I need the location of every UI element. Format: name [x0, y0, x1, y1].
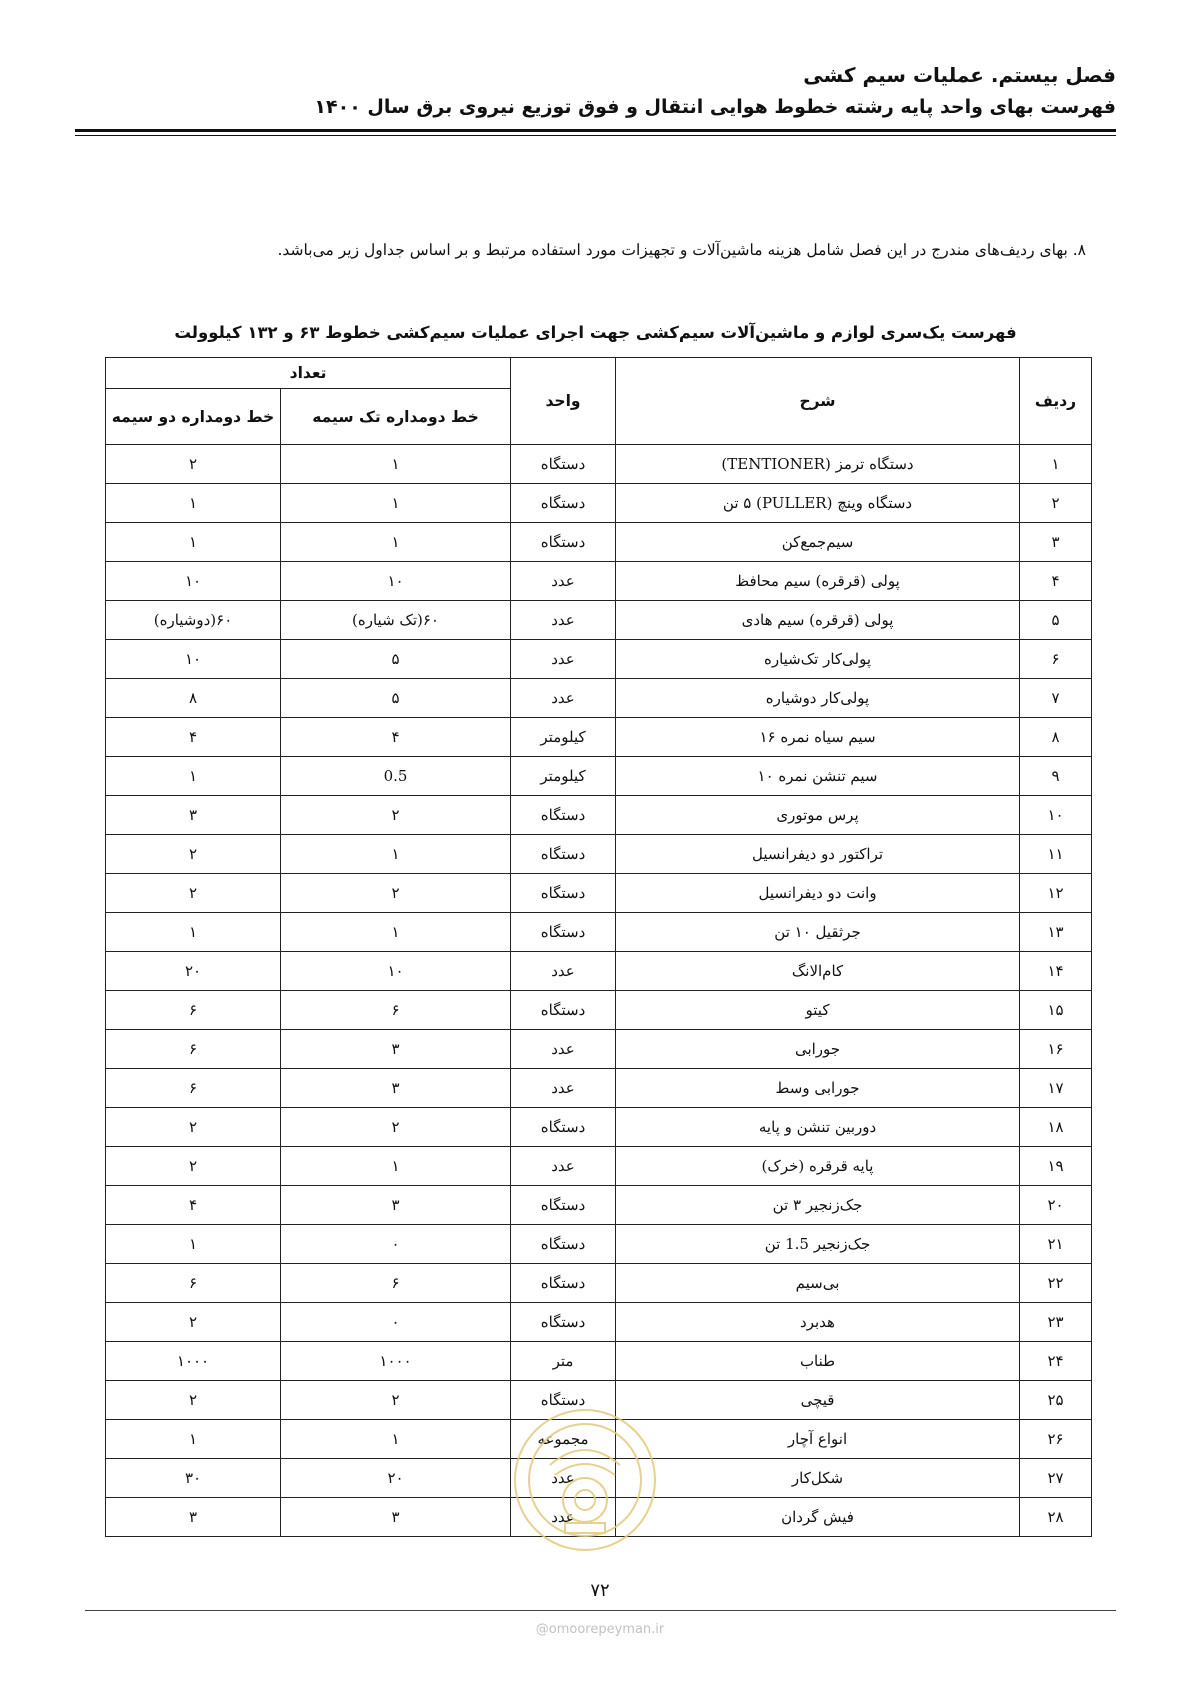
- cell-row-number: ۲۸: [1020, 1498, 1092, 1537]
- cell-description: پرس موتوری: [616, 796, 1020, 835]
- cell-row-number: ۱۲: [1020, 874, 1092, 913]
- cell-description: دستگاه وینچ (PULLER) ۵ تن: [616, 484, 1020, 523]
- cell-description: کام‌الانگ: [616, 952, 1020, 991]
- table-row: [106, 1498, 1092, 1537]
- cell-row-number: ۲۰: [1020, 1186, 1092, 1225]
- cell-double-conductor: ۲: [106, 445, 281, 484]
- cell-description: سیم تنشن نمره ۱۰: [616, 757, 1020, 796]
- cell-double-conductor: ۳۰: [106, 1459, 281, 1498]
- cell-double-conductor: ۲: [106, 1147, 281, 1186]
- cell-description: پایه قرقره (خرک): [616, 1147, 1020, 1186]
- chapter-title: فصل بیستم. عملیات سیم کشی: [803, 63, 1116, 87]
- cell-description: سیم‌جمع‌کن: [616, 523, 1020, 562]
- cell-single-conductor: ۳: [281, 1069, 511, 1108]
- cell-unit: عدد: [511, 1498, 616, 1537]
- table-row: [106, 562, 1092, 601]
- cell-unit: دستگاه: [511, 1186, 616, 1225]
- cell-single-conductor: ۲: [281, 1108, 511, 1147]
- cell-description: تراکتور دو دیفرانسیل: [616, 835, 1020, 874]
- cell-single-conductor: ۵: [281, 640, 511, 679]
- note-paragraph: ۸. بهای ردیف‌های مندرج در این فصل شامل هزینه ماشین‌آلات و تجهیزات مورد استفاده مرتبط و بر اساس جداول زیر می‌باشد.: [277, 241, 1086, 259]
- cell-description: جرثقیل ۱۰ تن: [616, 913, 1020, 952]
- table-row: [106, 835, 1092, 874]
- cell-row-number: ۱۸: [1020, 1108, 1092, 1147]
- table-row: [106, 1303, 1092, 1342]
- cell-single-conductor: ۱: [281, 913, 511, 952]
- cell-single-conductor: ۰: [281, 1303, 511, 1342]
- cell-double-conductor: ۶: [106, 1264, 281, 1303]
- cell-unit: دستگاه: [511, 991, 616, 1030]
- table-row: [106, 952, 1092, 991]
- cell-row-number: ۱۱: [1020, 835, 1092, 874]
- header-description: شرح: [616, 358, 1020, 445]
- cell-single-conductor: ۱۰: [281, 562, 511, 601]
- cell-double-conductor: ۶: [106, 991, 281, 1030]
- cell-double-conductor: ۱: [106, 757, 281, 796]
- cell-double-conductor: ۱: [106, 523, 281, 562]
- cell-unit: متر: [511, 1342, 616, 1381]
- cell-description: پولی‌کار دوشیاره: [616, 679, 1020, 718]
- cell-unit: دستگاه: [511, 1225, 616, 1264]
- footer-rule: [85, 1610, 1116, 1611]
- cell-unit: عدد: [511, 601, 616, 640]
- cell-unit: عدد: [511, 1459, 616, 1498]
- cell-unit: کیلومتر: [511, 718, 616, 757]
- cell-row-number: ۹: [1020, 757, 1092, 796]
- cell-double-conductor: ۴: [106, 718, 281, 757]
- cell-description: هدبرد: [616, 1303, 1020, 1342]
- cell-double-conductor: ۲: [106, 1381, 281, 1420]
- cell-row-number: ۲۷: [1020, 1459, 1092, 1498]
- table-row: [106, 1264, 1092, 1303]
- cell-row-number: ۷: [1020, 679, 1092, 718]
- header-count: تعداد: [106, 358, 511, 389]
- cell-unit: دستگاه: [511, 484, 616, 523]
- cell-single-conductor: ۱۰: [281, 952, 511, 991]
- header-rule-thick: [75, 129, 1116, 132]
- table-row: [106, 874, 1092, 913]
- cell-row-number: ۲۲: [1020, 1264, 1092, 1303]
- cell-description: جورابی وسط: [616, 1069, 1020, 1108]
- cell-single-conductor: ۲: [281, 874, 511, 913]
- cell-single-conductor: ۴: [281, 718, 511, 757]
- cell-description: بی‌سیم: [616, 1264, 1020, 1303]
- cell-row-number: ۵: [1020, 601, 1092, 640]
- table-row: [106, 1186, 1092, 1225]
- cell-single-conductor: ۳: [281, 1030, 511, 1069]
- cell-row-number: ۶: [1020, 640, 1092, 679]
- cell-row-number: ۱: [1020, 445, 1092, 484]
- cell-unit: عدد: [511, 1069, 616, 1108]
- table-row: [106, 445, 1092, 484]
- cell-double-conductor: ۲۰: [106, 952, 281, 991]
- cell-unit: کیلومتر: [511, 757, 616, 796]
- table-title: فهرست یک‌سری لوازم و ماشین‌آلات سیم‌کشی جهت اجرای عملیات سیم‌کشی خطوط ۶۳ و ۱۳۲ کیلوولت: [174, 323, 1017, 342]
- cell-double-conductor: ۲: [106, 1108, 281, 1147]
- cell-single-conductor: ۱: [281, 835, 511, 874]
- cell-row-number: ۱۴: [1020, 952, 1092, 991]
- cell-row-number: ۴: [1020, 562, 1092, 601]
- cell-double-conductor: ۱: [106, 913, 281, 952]
- table-row: [106, 718, 1092, 757]
- cell-unit: دستگاه: [511, 874, 616, 913]
- table-row: [106, 757, 1092, 796]
- cell-single-conductor: ۶: [281, 1264, 511, 1303]
- cell-unit: دستگاه: [511, 523, 616, 562]
- cell-single-conductor: ۲: [281, 796, 511, 835]
- cell-single-conductor: ۵: [281, 679, 511, 718]
- cell-double-conductor: ۶: [106, 1069, 281, 1108]
- cell-description: کیتو: [616, 991, 1020, 1030]
- cell-single-conductor: ۱: [281, 484, 511, 523]
- table-row: [106, 1420, 1092, 1459]
- cell-double-conductor: ۱: [106, 484, 281, 523]
- cell-unit: عدد: [511, 1147, 616, 1186]
- cell-row-number: ۱۵: [1020, 991, 1092, 1030]
- cell-row-number: ۱۳: [1020, 913, 1092, 952]
- cell-unit: دستگاه: [511, 1303, 616, 1342]
- document-title: فهرست بهای واحد پایه رشته خطوط هوایی انتقال و فوق توزیع نیروی برق سال ۱۴۰۰: [314, 96, 1116, 118]
- cell-unit: عدد: [511, 952, 616, 991]
- cell-description: سیم سیاه نمره ۱۶: [616, 718, 1020, 757]
- table-body: [106, 445, 1092, 1537]
- cell-unit: عدد: [511, 1030, 616, 1069]
- cell-double-conductor: ۴: [106, 1186, 281, 1225]
- header-row-number: ردیف: [1020, 358, 1092, 445]
- cell-description: جک‌زنجیر ۳ تن: [616, 1186, 1020, 1225]
- cell-single-conductor: ۱: [281, 1420, 511, 1459]
- cell-description: دستگاه ترمز (TENTIONER): [616, 445, 1020, 484]
- cell-single-conductor: ۱: [281, 523, 511, 562]
- cell-row-number: ۲۴: [1020, 1342, 1092, 1381]
- header-unit: واحد: [511, 358, 616, 445]
- cell-description: پولی (قرقره) سیم محافظ: [616, 562, 1020, 601]
- cell-description: انواع آچار: [616, 1420, 1020, 1459]
- cell-row-number: ۲: [1020, 484, 1092, 523]
- cell-row-number: ۲۱: [1020, 1225, 1092, 1264]
- cell-row-number: ۸: [1020, 718, 1092, 757]
- cell-description: شکل‌کار: [616, 1459, 1020, 1498]
- table-row: [106, 484, 1092, 523]
- header-double-conductor: خط دومداره دو سیمه: [106, 389, 281, 445]
- cell-double-conductor: ۱۰: [106, 640, 281, 679]
- cell-single-conductor: ۲۰: [281, 1459, 511, 1498]
- cell-double-conductor: ۶۰(دوشیاره): [106, 601, 281, 640]
- cell-unit: دستگاه: [511, 835, 616, 874]
- cell-row-number: ۲۵: [1020, 1381, 1092, 1420]
- cell-unit: دستگاه: [511, 1264, 616, 1303]
- header-rule-thin: [75, 135, 1116, 136]
- cell-single-conductor: ۲: [281, 1381, 511, 1420]
- cell-description: طناب: [616, 1342, 1020, 1381]
- cell-single-conductor: ۱: [281, 1147, 511, 1186]
- table-row: [106, 679, 1092, 718]
- table-row: [106, 1342, 1092, 1381]
- cell-description: پولی‌کار تک‌شیاره: [616, 640, 1020, 679]
- table-row: [106, 1069, 1092, 1108]
- table-row: [106, 1381, 1092, 1420]
- header-single-conductor: خط دومداره تک سیمه: [281, 389, 511, 445]
- cell-description: جورابی: [616, 1030, 1020, 1069]
- cell-single-conductor: ۶۰(تک شیاره): [281, 601, 511, 640]
- cell-double-conductor: ۳: [106, 1498, 281, 1537]
- cell-unit: دستگاه: [511, 1108, 616, 1147]
- cell-double-conductor: ۲: [106, 1303, 281, 1342]
- cell-double-conductor: ۳: [106, 796, 281, 835]
- cell-description: وانت دو دیفرانسیل: [616, 874, 1020, 913]
- cell-single-conductor: ۱۰۰۰: [281, 1342, 511, 1381]
- table-row: [106, 1108, 1092, 1147]
- cell-row-number: ۱۶: [1020, 1030, 1092, 1069]
- cell-single-conductor: ۳: [281, 1186, 511, 1225]
- cell-single-conductor: 0.5: [281, 757, 511, 796]
- cell-row-number: ۱۹: [1020, 1147, 1092, 1186]
- cell-double-conductor: ۱: [106, 1420, 281, 1459]
- cell-double-conductor: ۲: [106, 835, 281, 874]
- table-row: [106, 1147, 1092, 1186]
- cell-single-conductor: ۳: [281, 1498, 511, 1537]
- cell-single-conductor: ۰: [281, 1225, 511, 1264]
- cell-unit: عدد: [511, 679, 616, 718]
- table-row: [106, 913, 1092, 952]
- cell-row-number: ۲۶: [1020, 1420, 1092, 1459]
- cell-unit: عدد: [511, 562, 616, 601]
- cell-description: پولی (قرقره) سیم هادی: [616, 601, 1020, 640]
- table-row: [106, 796, 1092, 835]
- watermark-text: @omoorepeyman.ir: [535, 1622, 665, 1637]
- cell-double-conductor: ۲: [106, 874, 281, 913]
- table-row: [106, 1030, 1092, 1069]
- table-row: [106, 640, 1092, 679]
- cell-description: جک‌زنجیر 1.5 تن: [616, 1225, 1020, 1264]
- table-row: [106, 1459, 1092, 1498]
- cell-unit: مجموعه: [511, 1420, 616, 1459]
- cell-row-number: ۳: [1020, 523, 1092, 562]
- cell-description: قیچی: [616, 1381, 1020, 1420]
- page-header: [75, 60, 1116, 122]
- cell-double-conductor: ۱۰۰۰: [106, 1342, 281, 1381]
- cell-description: دوربین تنشن و پایه: [616, 1108, 1020, 1147]
- cell-double-conductor: ۱۰: [106, 562, 281, 601]
- cell-unit: عدد: [511, 640, 616, 679]
- page-number: ۷۲: [590, 1580, 610, 1601]
- cell-unit: دستگاه: [511, 1381, 616, 1420]
- table-row: [106, 991, 1092, 1030]
- cell-unit: دستگاه: [511, 796, 616, 835]
- cell-row-number: ۲۳: [1020, 1303, 1092, 1342]
- cell-single-conductor: ۶: [281, 991, 511, 1030]
- cell-double-conductor: ۸: [106, 679, 281, 718]
- cell-unit: دستگاه: [511, 913, 616, 952]
- equipment-table: [105, 357, 1092, 1537]
- cell-single-conductor: ۱: [281, 445, 511, 484]
- table-row: [106, 601, 1092, 640]
- cell-double-conductor: ۶: [106, 1030, 281, 1069]
- cell-double-conductor: ۱: [106, 1225, 281, 1264]
- cell-row-number: ۱۷: [1020, 1069, 1092, 1108]
- cell-row-number: ۱۰: [1020, 796, 1092, 835]
- table-row: [106, 523, 1092, 562]
- cell-description: فیش گردان: [616, 1498, 1020, 1537]
- table-row: [106, 1225, 1092, 1264]
- cell-unit: دستگاه: [511, 445, 616, 484]
